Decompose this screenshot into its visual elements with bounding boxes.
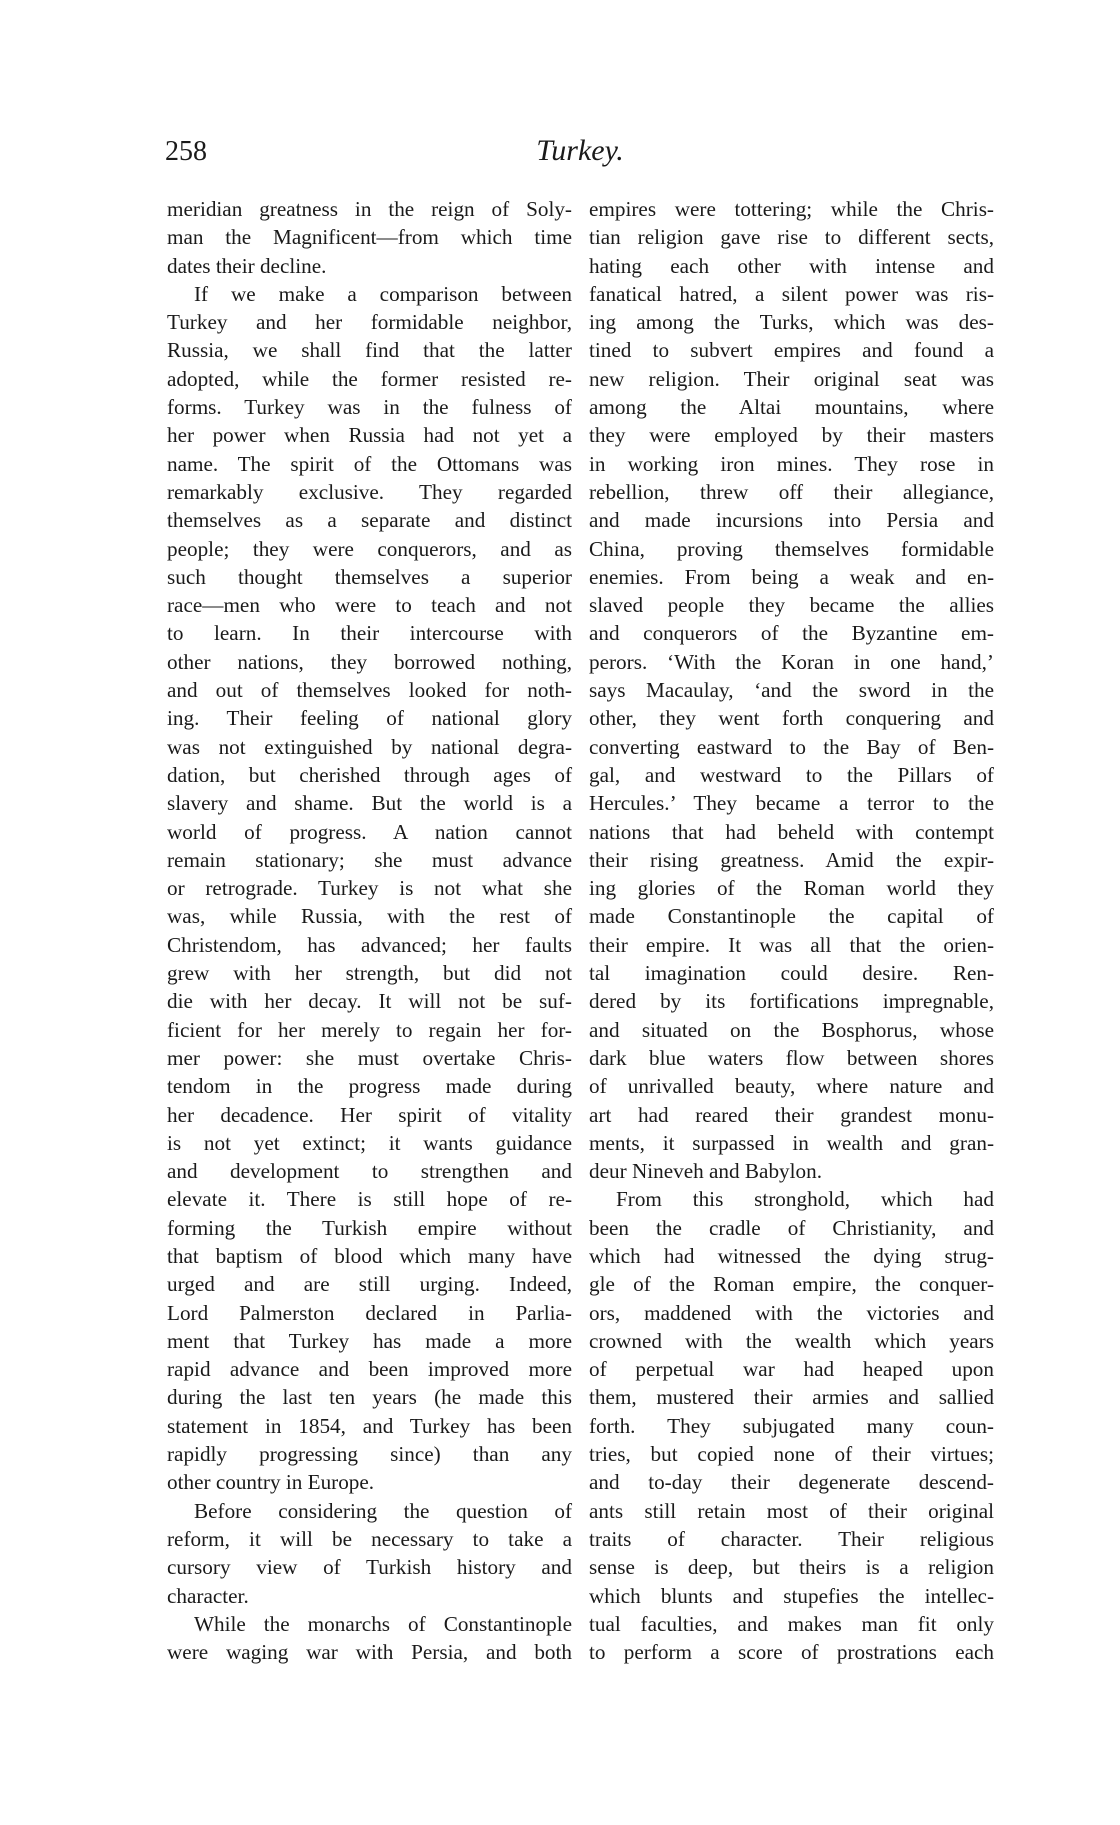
text-line: remarkably exclusive. They regarded xyxy=(167,479,572,504)
text-line: nations that had beheld with contempt xyxy=(589,819,994,844)
text-line: ficient for her merely to regain her for- xyxy=(167,1017,572,1042)
text-line: reform, it will be necessary to take a xyxy=(167,1526,572,1551)
text-line: Christendom, has advanced; her faults xyxy=(167,932,572,957)
text-line: cursory view of Turkish history and xyxy=(167,1555,572,1580)
text-line: die with her decay. It will not be suf- xyxy=(167,989,572,1014)
text-line: other nations, they borrowed nothing, xyxy=(167,649,572,674)
right-column xyxy=(589,195,994,1666)
text-line: sense is deep, but theirs is a religion xyxy=(589,1555,994,1580)
text-line: forth. They subjugated many coun- xyxy=(589,1413,994,1438)
text-line: Russia, we shall find that the latter xyxy=(167,338,572,363)
text-line: was not extinguished by national degra- xyxy=(167,734,572,759)
text-line: Lord Palmerston declared in Parlia- xyxy=(167,1300,572,1325)
text-line: of unrivalled beauty, where nature and xyxy=(589,1074,994,1099)
text-line: statement in 1854, and Turkey has been xyxy=(167,1413,572,1438)
text-line: says Macaulay, ‘and the sword in the xyxy=(589,678,994,703)
text-line: new religion. Their original seat was xyxy=(589,366,994,391)
text-line: her decadence. Her spirit of vitality xyxy=(167,1102,572,1127)
text-line: ing. Their feeling of national glory xyxy=(167,706,572,731)
text-line: themselves as a separate and distinct xyxy=(167,508,572,533)
text-line: and development to strengthen and xyxy=(167,1159,572,1184)
running-title: Turkey. xyxy=(536,134,624,167)
text-line: traits of character. Their religious xyxy=(589,1526,994,1551)
text-line: man the Magnificent—from which time xyxy=(167,225,572,250)
text-line: ing glories of the Roman world they xyxy=(589,876,994,901)
text-line: and to-day their degenerate descend- xyxy=(589,1470,994,1495)
text-line: which blunts and stupefies the intellec- xyxy=(589,1583,994,1608)
text-line: art had reared their grandest monu- xyxy=(589,1102,994,1127)
text-line: their empire. It was all that the orien- xyxy=(589,932,994,957)
text-line: ment that Turkey has made a more xyxy=(167,1328,572,1353)
text-line: fanatical hatred, a silent power was ris- xyxy=(589,281,994,306)
text-line: they were employed by their masters xyxy=(589,423,994,448)
text-line: ors, maddened with the victories and xyxy=(589,1300,994,1325)
text-line: From this stronghold, which had xyxy=(616,1187,994,1212)
text-line: adopted, while the former resisted re- xyxy=(167,366,572,391)
text-line: them, mustered their armies and sallied xyxy=(589,1385,994,1410)
text-line: in working iron mines. They rose in xyxy=(589,451,994,476)
text-line: been the cradle of Christianity, and xyxy=(589,1215,994,1240)
text-line: that baptism of blood which many have xyxy=(167,1243,572,1268)
text-line: among the Altai mountains, where xyxy=(589,395,994,420)
text-line: were waging war with Persia, and both xyxy=(167,1640,572,1665)
text-line: and conquerors of the Byzantine em- xyxy=(589,621,994,646)
text-line: China, proving themselves formidable xyxy=(589,536,994,561)
text-line: tual faculties, and makes man fit only xyxy=(589,1611,994,1636)
text-line: grew with her strength, but did not xyxy=(167,961,572,986)
text-line: tined to subvert empires and found a xyxy=(589,338,994,363)
text-line: rebellion, threw off their allegiance, xyxy=(589,479,994,504)
left-column xyxy=(167,195,572,1666)
text-line: dered by its fortifications impregnable, xyxy=(589,989,994,1014)
text-line: her power when Russia had not yet a xyxy=(167,423,572,448)
text-line: Before considering the question of xyxy=(194,1498,572,1523)
text-line: forms. Turkey was in the fulness of xyxy=(167,395,572,420)
text-line: slavery and shame. But the world is a xyxy=(167,791,572,816)
text-line: mer power: she must overtake Chris- xyxy=(167,1045,572,1070)
text-line: rapid advance and been improved more xyxy=(167,1357,572,1382)
page-header xyxy=(165,136,995,176)
text-line: tian religion gave rise to different sects, xyxy=(589,225,994,250)
text-line: is not yet extinct; it wants guidance xyxy=(167,1130,572,1155)
page-number: 258 xyxy=(165,136,207,167)
text-line: tries, but copied none of their virtues; xyxy=(589,1442,994,1467)
text-line: remain stationary; she must advance xyxy=(167,847,572,872)
text-line: other country in Europe. xyxy=(167,1470,375,1495)
text-line: their rising greatness. Amid the expir- xyxy=(589,847,994,872)
text-line: during the last ten years (he made this xyxy=(167,1385,572,1410)
text-line: gal, and westward to the Pillars of xyxy=(589,762,994,787)
text-line: deur Nineveh and Babylon. xyxy=(589,1159,823,1184)
text-line: to learn. In their intercourse with xyxy=(167,621,572,646)
text-line: dates their decline. xyxy=(167,253,327,278)
text-line: ants still retain most of their original xyxy=(589,1498,994,1523)
text-line: character. xyxy=(167,1583,249,1608)
text-line: urged and are still urging. Indeed, xyxy=(167,1272,572,1297)
text-line: Turkey and her formidable neighbor, xyxy=(167,310,572,335)
text-line: name. The spirit of the Ottomans was xyxy=(167,451,572,476)
text-line: If we make a comparison between xyxy=(194,281,572,306)
text-line: or retrograde. Turkey is not what she xyxy=(167,876,572,901)
text-line: and out of themselves looked for noth- xyxy=(167,678,572,703)
text-line: Hercules.’ They became a terror to the xyxy=(589,791,994,816)
text-line: dark blue waters flow between shores xyxy=(589,1045,994,1070)
text-line: gle of the Roman empire, the conquer- xyxy=(589,1272,994,1297)
text-line: world of progress. A nation cannot xyxy=(167,819,572,844)
text-line: other, they went forth conquering and xyxy=(589,706,994,731)
text-line: forming the Turkish empire without xyxy=(167,1215,572,1240)
text-line: ing among the Turks, which was des- xyxy=(589,310,994,335)
text-line: to perform a score of prostrations each xyxy=(589,1640,994,1665)
text-line: of perpetual war had heaped upon xyxy=(589,1357,994,1382)
text-line: hating each other with intense and xyxy=(589,253,994,278)
text-line: and situated on the Bosphorus, whose xyxy=(589,1017,994,1042)
text-line: race—men who were to teach and not xyxy=(167,593,572,618)
text-line: empires were tottering; while the Chris- xyxy=(589,197,994,221)
text-line: ments, it surpassed in wealth and gran- xyxy=(589,1130,994,1155)
text-line: tal imagination could desire. Ren- xyxy=(589,961,994,986)
text-line: meridian greatness in the reign of Soly- xyxy=(167,197,572,221)
text-line: perors. ‘With the Koran in one hand,’ xyxy=(589,649,994,674)
text-line: and made incursions into Persia and xyxy=(589,508,994,533)
text-line: enemies. From being a weak and en- xyxy=(589,564,994,589)
text-line: made Constantinople the capital of xyxy=(589,904,994,929)
text-line: was, while Russia, with the rest of xyxy=(167,904,572,929)
text-line: elevate it. There is still hope of re- xyxy=(167,1187,572,1212)
text-line: converting eastward to the Bay of Ben- xyxy=(589,734,994,759)
text-line: such thought themselves a superior xyxy=(167,564,572,589)
text-line: which had witnessed the dying strug- xyxy=(589,1243,994,1268)
text-line: crowned with the wealth which years xyxy=(589,1328,994,1353)
text-line: people; they were conquerors, and as xyxy=(167,536,572,561)
text-line: rapidly progressing since) than any xyxy=(167,1442,572,1467)
text-line: dation, but cherished through ages of xyxy=(167,762,572,787)
text-line: slaved people they became the allies xyxy=(589,593,994,618)
text-line: tendom in the progress made during xyxy=(167,1074,572,1099)
text-line: While the monarchs of Constantinople xyxy=(194,1611,572,1636)
